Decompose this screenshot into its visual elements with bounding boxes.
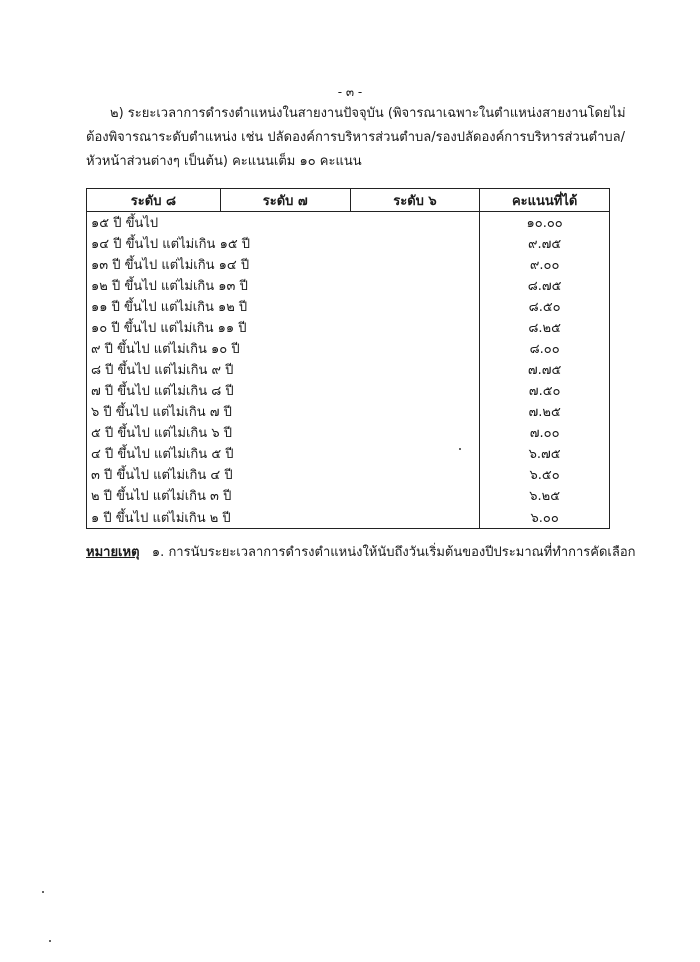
scan-speck: [49, 940, 51, 942]
duration-range-cell: ๑๑ ปี ขึ้นไป แต่ไม่เกิน ๑๒ ปี: [87, 296, 351, 317]
score-cell: ๙.๐๐: [480, 254, 610, 275]
score-cell: ๘.๕๐: [480, 296, 610, 317]
empty-cell: [350, 338, 480, 359]
duration-range-cell: ๖ ปี ขึ้นไป แต่ไม่เกิน ๗ ปี: [87, 401, 351, 422]
duration-range-cell: ๑๔ ปี ขึ้นไป แต่ไม่เกิน ๑๕ ปี: [87, 233, 351, 254]
footnote-label: หมายเหตุ: [86, 545, 140, 560]
header-level-8: ระดับ ๘: [87, 189, 221, 212]
table-row: [87, 254, 610, 275]
scan-speck: [459, 448, 461, 450]
table-row: [87, 380, 610, 401]
duration-range-cell: ๑๕ ปี ขึ้นไป: [87, 212, 351, 234]
score-cell: ๗.๒๕: [480, 401, 610, 422]
score-table: [86, 188, 610, 529]
empty-cell: [350, 317, 480, 338]
score-cell: ๖.๗๕: [480, 443, 610, 464]
table-row: [87, 359, 610, 380]
empty-cell: [350, 422, 480, 443]
score-cell: ๗.๗๕: [480, 359, 610, 380]
score-cell: ๘.๗๕: [480, 275, 610, 296]
empty-cell: [350, 485, 480, 506]
score-cell: ๖.๕๐: [480, 464, 610, 485]
empty-cell: [350, 233, 480, 254]
duration-range-cell: ๘ ปี ขึ้นไป แต่ไม่เกิน ๙ ปี: [87, 359, 351, 380]
empty-cell: [350, 296, 480, 317]
table-row: [87, 233, 610, 254]
duration-range-cell: ๑๓ ปี ขึ้นไป แต่ไม่เกิน ๑๔ ปี: [87, 254, 351, 275]
score-cell: ๙.๗๕: [480, 233, 610, 254]
footnote-text: ๑. การนับระยะเวลาการดำรงตำแหน่งให้นับถึงวันเริ่มต้นของปีประมาณที่ทำการคัดเลือก: [151, 545, 636, 560]
score-cell: ๗.๐๐: [480, 422, 610, 443]
empty-cell: [350, 443, 480, 464]
table-row: [87, 338, 610, 359]
duration-range-cell: ๒ ปี ขึ้นไป แต่ไม่เกิน ๓ ปี: [87, 485, 351, 506]
table-row: [87, 464, 610, 485]
header-level-6: ระดับ ๖: [350, 189, 480, 212]
score-cell: ๗.๕๐: [480, 380, 610, 401]
duration-range-cell: ๙ ปี ขึ้นไป แต่ไม่เกิน ๑๐ ปี: [87, 338, 351, 359]
table-row: [87, 317, 610, 338]
table-row: [87, 506, 610, 529]
score-cell: ๖.๐๐: [480, 506, 610, 529]
empty-cell: [350, 254, 480, 275]
score-cell: ๖.๒๕: [480, 485, 610, 506]
criteria-paragraph-text: ๒) ระยะเวลาการดำรงตำแหน่งในสายงานปัจจุบัน (พิจารณาเฉพาะในตำแหน่งสายงานโดยไม่ต้องพิจารณาระดับตำแหน่ง เช่น ปลัดองค์การบริหารส่วนตำบล/รองปลัดองค์การบริหารส่วนตำบล/หัวหน้าส่วนต่างๆ เป็นต้น) คะแนนเต็ม ๑๐ คะแนน: [86, 106, 626, 169]
table-header-row: [87, 189, 610, 212]
criteria-paragraph: [86, 102, 646, 174]
duration-range-cell: ๔ ปี ขึ้นไป แต่ไม่เกิน ๕ ปี: [87, 443, 351, 464]
duration-range-cell: ๕ ปี ขึ้นไป แต่ไม่เกิน ๖ ปี: [87, 422, 351, 443]
table-row: [87, 275, 610, 296]
footnote: [86, 541, 646, 562]
score-cell: ๑๐.๐๐: [480, 212, 610, 234]
table-row: [87, 296, 610, 317]
duration-range-cell: ๓ ปี ขึ้นไป แต่ไม่เกิน ๔ ปี: [87, 464, 351, 485]
empty-cell: [350, 275, 480, 296]
table-row: [87, 485, 610, 506]
duration-range-cell: ๗ ปี ขึ้นไป แต่ไม่เกิน ๘ ปี: [87, 380, 351, 401]
table-row: [87, 443, 610, 464]
page-number: - ๓ -: [337, 85, 363, 99]
empty-cell: [350, 464, 480, 485]
empty-cell: [350, 359, 480, 380]
duration-range-cell: ๑ ปี ขึ้นไป แต่ไม่เกิน ๒ ปี: [87, 506, 351, 529]
duration-range-cell: ๑๒ ปี ขึ้นไป แต่ไม่เกิน ๑๓ ปี: [87, 275, 351, 296]
score-cell: ๘.๒๕: [480, 317, 610, 338]
empty-cell: [350, 212, 480, 234]
score-cell: ๘.๐๐: [480, 338, 610, 359]
table-row: [87, 422, 610, 443]
empty-cell: [350, 380, 480, 401]
header-level-7: ระดับ ๗: [220, 189, 350, 212]
duration-range-cell: ๑๐ ปี ขึ้นไป แต่ไม่เกิน ๑๑ ปี: [87, 317, 351, 338]
empty-cell: [350, 506, 480, 529]
empty-cell: [350, 401, 480, 422]
table-row: [87, 212, 610, 234]
header-score: คะแนนที่ได้: [480, 189, 610, 212]
table-row: [87, 401, 610, 422]
scan-speck: [42, 891, 44, 893]
